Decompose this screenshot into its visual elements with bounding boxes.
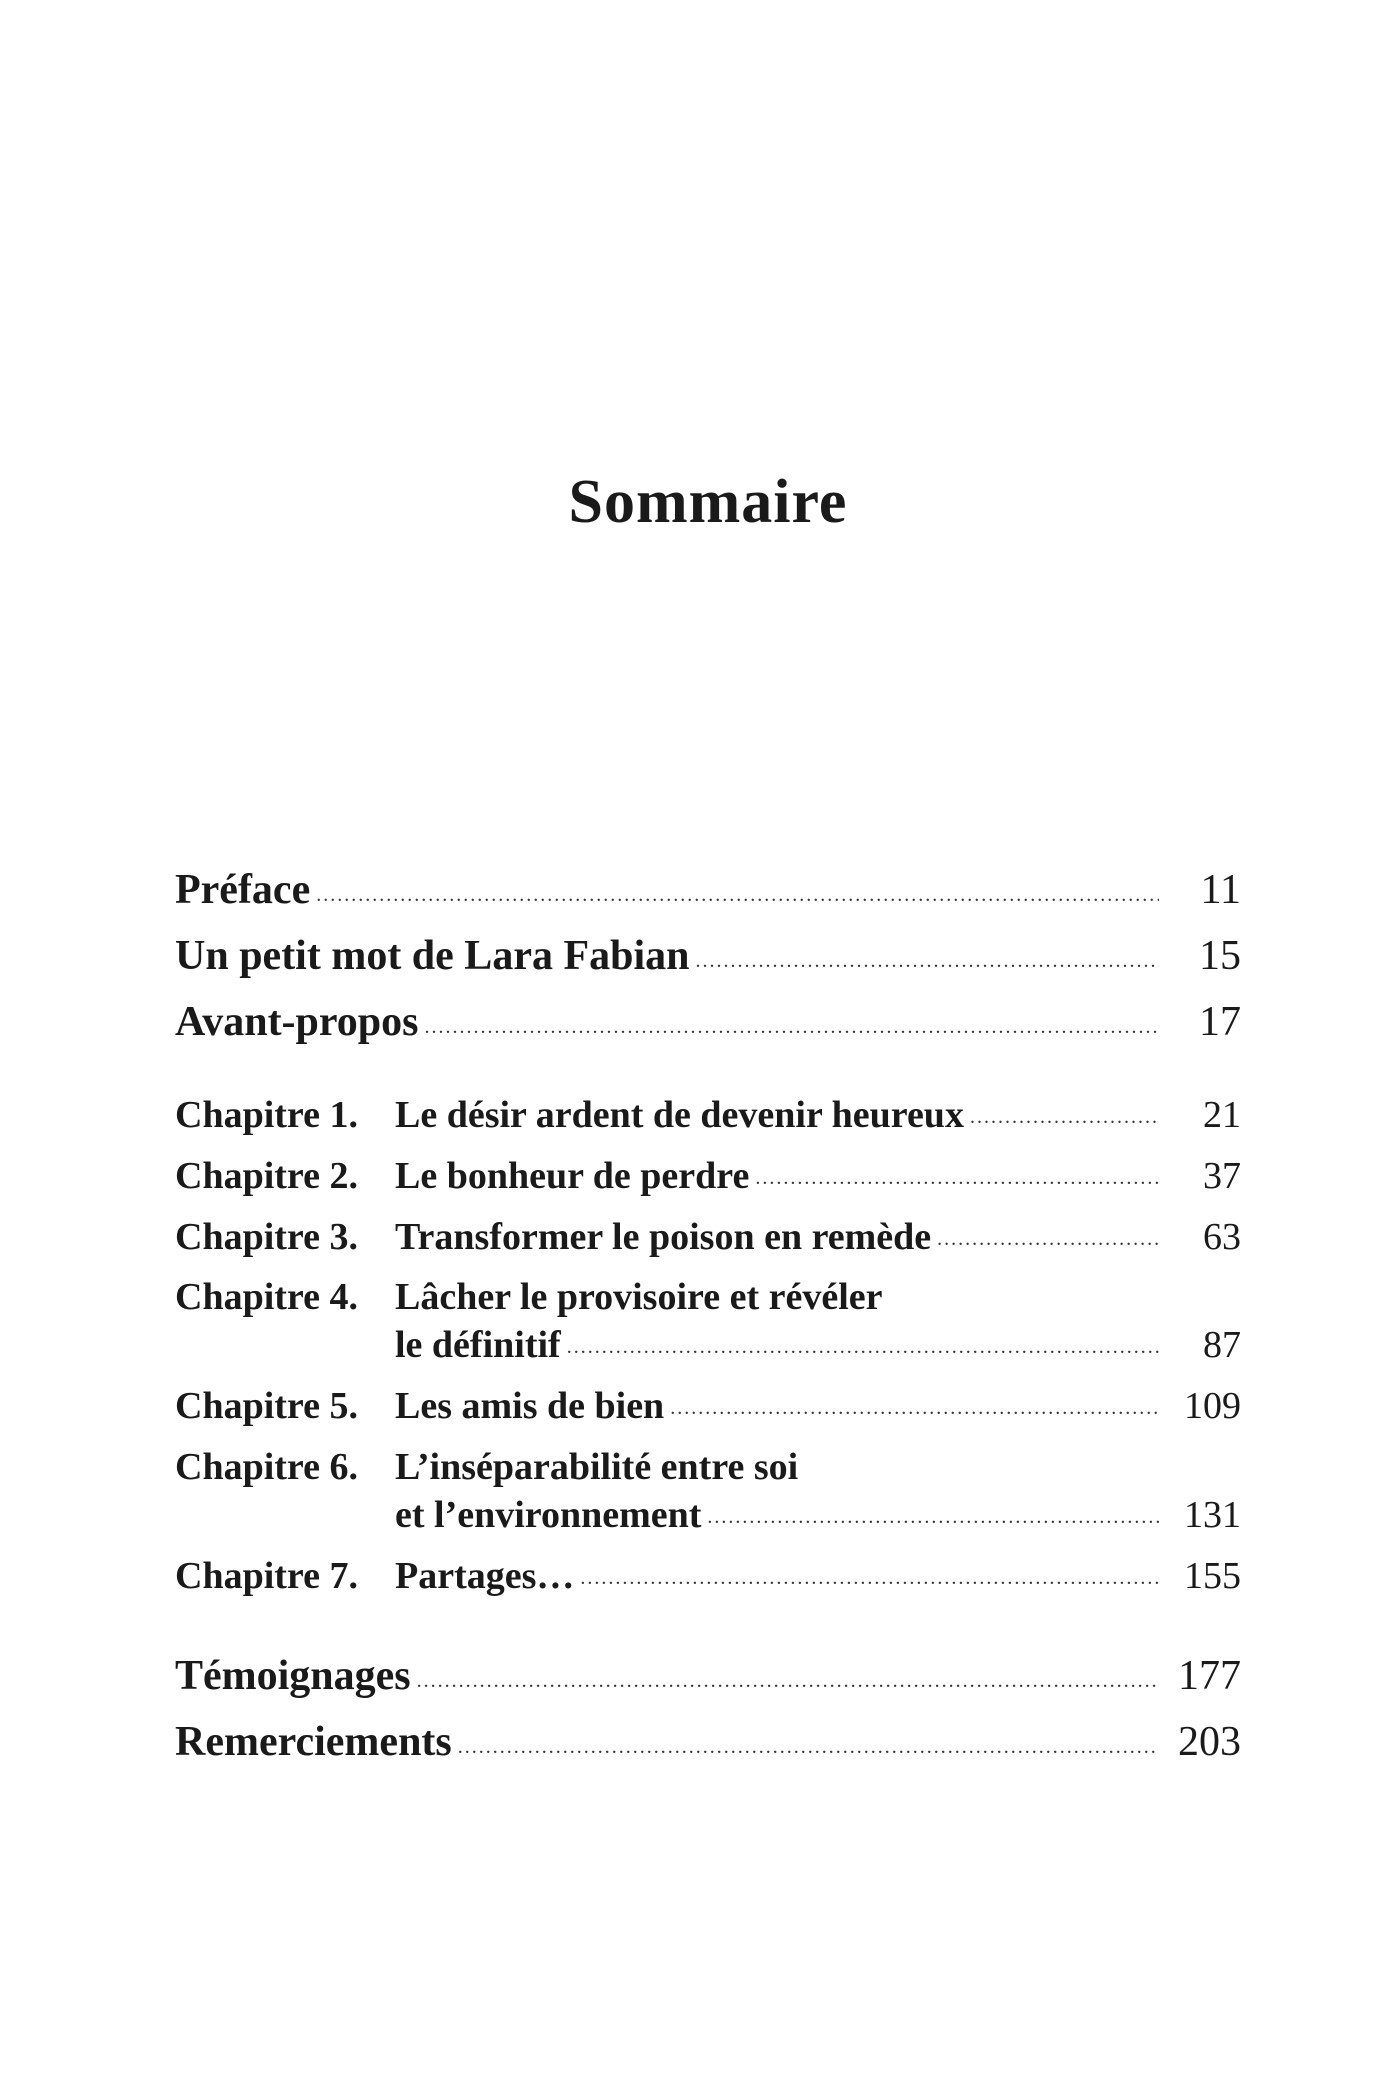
chapter-number: Chapitre 2. (175, 1155, 358, 1197)
chapter-number: Chapitre 6. (175, 1446, 358, 1488)
toc-entry-chapter-2[interactable] (175, 1151, 1241, 1201)
toc-page-number: 87 (1203, 1324, 1241, 1366)
toc-entry-label: Avant-propos (175, 999, 419, 1045)
toc-entry-chapter-4[interactable] (175, 1272, 1241, 1322)
toc-page-number: 37 (1203, 1155, 1241, 1197)
dot-leader (580, 1563, 1159, 1601)
dot-leader (755, 1163, 1159, 1201)
dot-leader (458, 1732, 1159, 1770)
table-of-contents (175, 0, 1241, 2100)
toc-entry-label: Un petit mot de Lara Fabian (175, 933, 690, 979)
toc-entry-chapter-7[interactable] (175, 1551, 1241, 1601)
toc-entry-chapter-6-continued[interactable] (175, 1490, 1241, 1540)
dot-leader (970, 1102, 1159, 1140)
toc-entry-remerciements[interactable] (175, 1714, 1241, 1770)
chapter-title: Lâcher le provisoire et révéler (395, 1276, 883, 1318)
chapter-number: Chapitre 7. (175, 1555, 358, 1597)
chapter-title: Transformer le poison en remède (395, 1216, 932, 1258)
dot-leader (425, 1012, 1160, 1050)
toc-entry-chapter-5[interactable] (175, 1381, 1241, 1431)
toc-entry-label: Préface (175, 867, 311, 913)
toc-entry-preface[interactable] (175, 862, 1241, 918)
toc-page-number: 21 (1203, 1094, 1241, 1136)
chapter-title: Partages… (395, 1555, 575, 1597)
chapter-title-continued: et l’environnement (395, 1494, 702, 1536)
chapter-title-continued: le définitif (395, 1324, 561, 1366)
toc-page-number: 155 (1184, 1555, 1241, 1597)
dot-leader (937, 1224, 1159, 1262)
dot-leader (670, 1393, 1159, 1431)
toc-page-number: 203 (1178, 1719, 1241, 1765)
dot-leader (696, 946, 1160, 984)
dot-leader (707, 1502, 1159, 1540)
toc-entry-label: Témoignages (175, 1653, 411, 1699)
toc-page-number: 63 (1203, 1216, 1241, 1258)
chapter-title: L’inséparabilité entre soi (395, 1446, 799, 1488)
toc-entry-avant-propos[interactable] (175, 994, 1241, 1050)
toc-page-number: 131 (1184, 1494, 1241, 1536)
toc-entry-chapter-4-continued[interactable] (175, 1320, 1241, 1370)
toc-page-number: 11 (1200, 867, 1241, 913)
chapter-number: Chapitre 5. (175, 1385, 358, 1427)
toc-entry-chapter-1[interactable] (175, 1090, 1241, 1140)
dot-leader (316, 880, 1159, 918)
chapter-number: Chapitre 1. (175, 1094, 358, 1136)
toc-entry-chapter-3[interactable] (175, 1212, 1241, 1262)
toc-page-number: 109 (1184, 1385, 1241, 1427)
toc-page-number: 15 (1199, 933, 1241, 979)
page-title: Sommaire (568, 468, 848, 536)
toc-entry-temoignages[interactable] (175, 1648, 1241, 1704)
toc-page-number: 177 (1178, 1653, 1241, 1699)
chapter-number: Chapitre 4. (175, 1276, 358, 1318)
toc-entry-chapter-6[interactable] (175, 1442, 1241, 1492)
dot-leader (417, 1666, 1159, 1704)
toc-entry-label: Remerciements (175, 1719, 452, 1765)
chapter-title: Le désir ardent de devenir heureux (395, 1094, 964, 1136)
toc-entry-lara-fabian[interactable] (175, 928, 1241, 984)
chapter-title: Les amis de bien (395, 1385, 665, 1427)
toc-page-number: 17 (1199, 999, 1241, 1045)
chapter-number: Chapitre 3. (175, 1216, 358, 1258)
dot-leader (567, 1332, 1159, 1370)
chapter-title: Le bonheur de perdre (395, 1155, 750, 1197)
